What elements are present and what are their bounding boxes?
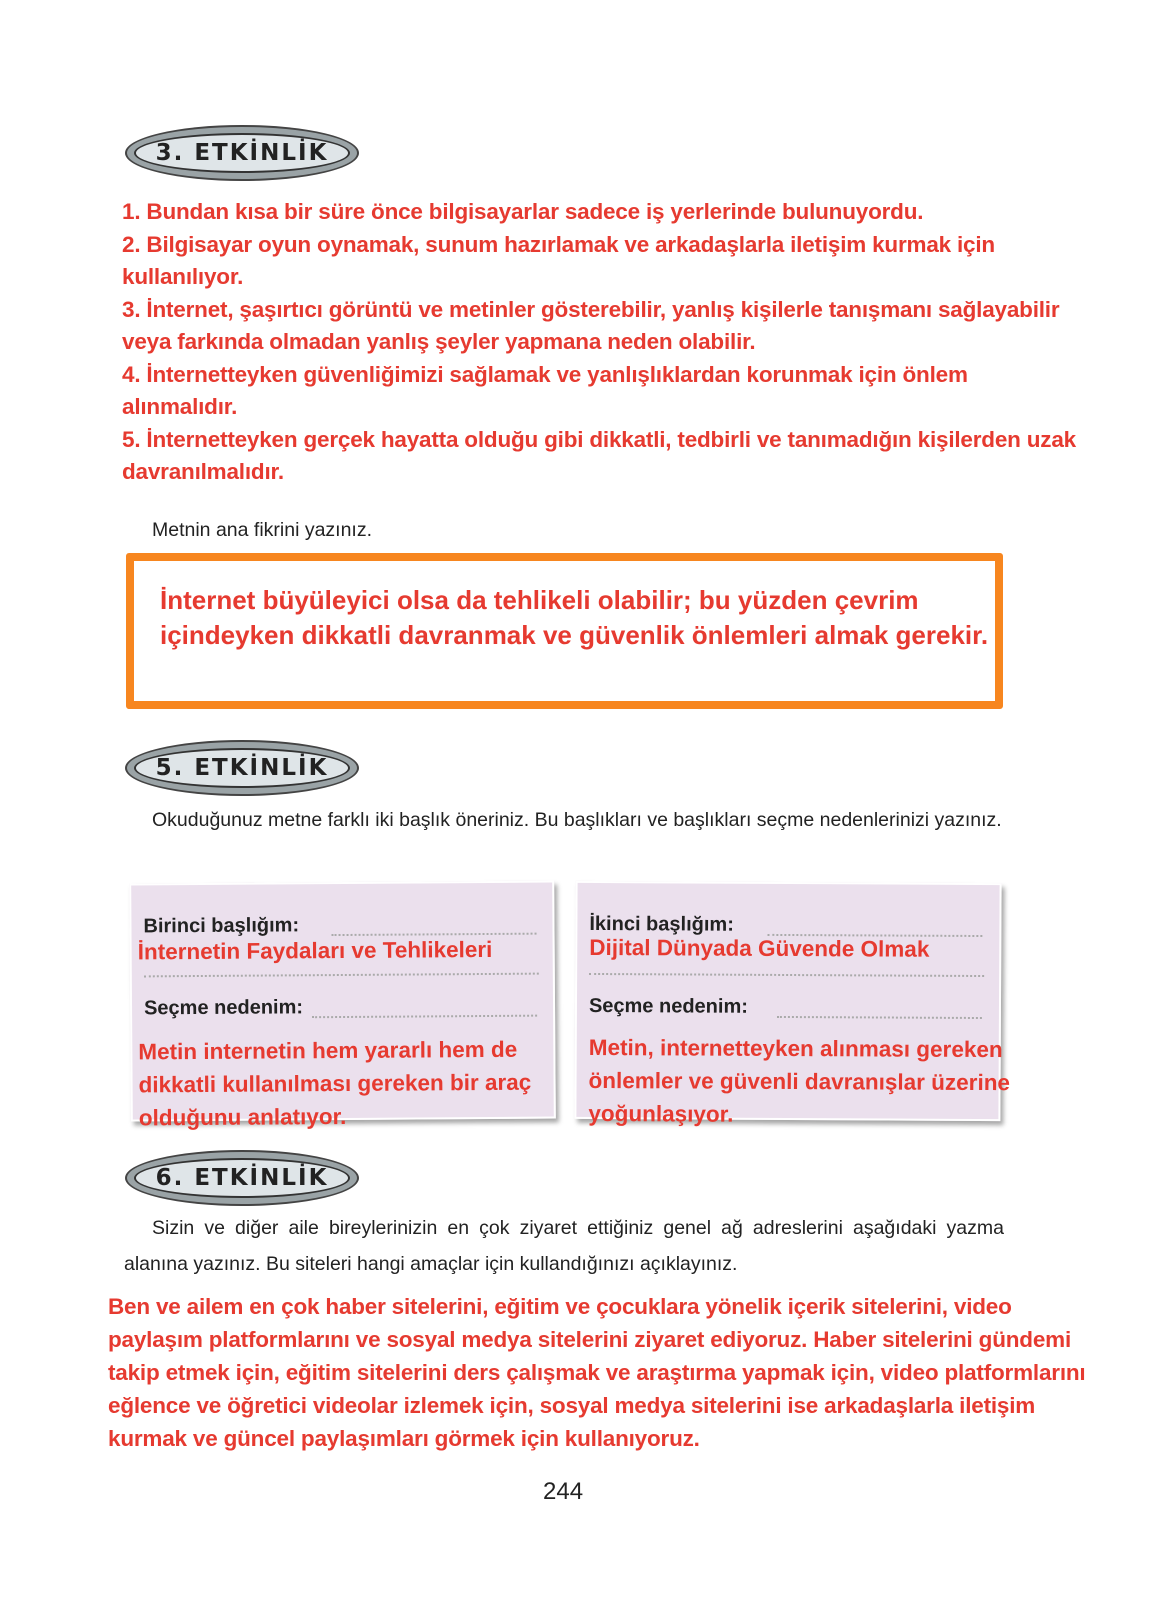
activity-3-badge: 3. ETKİNLİK xyxy=(125,125,359,181)
second-title-card[interactable]: İkinci başlığım: Dijital Dünyada Güvende Olmak Seçme nedenim: Metin, internetteyken alınması gereken önlemler ve güvenli davranışlar üzerine yoğunlaşıyor. xyxy=(574,881,1001,1121)
activity-6-answer[interactable]: Ben ve ailem en çok haber sitelerini, eğitim ve çocuklara yönelik içerik sitelerini, video paylaşım platformlarını ve sosyal medya sitelerini ziyaret ediyoruz. Haber sitelerini gündemi takip etmek için, eğitim sitelerini ders çalışmak ve araştırma yapmak için, video platformlarını eğlence ve öğretici videolar izlemek için, sosyal medya sitelerini ise arkadaşlarla iletişim kurmak ve güncel paylaşımları görmek için kullanıyoruz. xyxy=(108,1294,1086,1451)
list-item: 2. Bilgisayar oyun oynamak, sunum hazırlamak ve arkadaşlarla iletişim kurmak için kullanılıyor. xyxy=(122,231,995,289)
first-title-card[interactable]: Birinci başlığım: İnternetin Faydaları ve Tehlikeleri Seçme nedenim: Metin internetin hem yararlı hem de dikkatli kullanılması gereken bir araç olduğunu anlatıyor. xyxy=(129,881,556,1122)
activity-6-question: Sizin ve diğer aile bireylerinizin en çok ziyaret ettiğiniz genel ağ adreslerini aşağıdaki yazma alanına yazınız. Bu siteleri hangi amaçlar için kullandığınızı açıklayınız. xyxy=(124,1217,1004,1275)
page-number: 244 xyxy=(543,1478,584,1505)
first-title-answer: İnternetin Faydaları ve Tehlikeleri xyxy=(137,936,493,965)
activity-6-badge: 6. ETKİNLİK xyxy=(125,1150,359,1206)
list-item: 4. İnternetteyken güvenliğimizi sağlamak ve yanlışlıklardan korunmak için önlem alınmalıdır. xyxy=(122,361,968,419)
main-idea-question: Metnin ana fikrini yazınız. xyxy=(152,519,373,541)
activity-5-badge: 5. ETKİNLİK xyxy=(125,740,359,796)
second-title-answer: Dijital Dünyada Güvende Olmak xyxy=(589,934,930,962)
activity-3-list xyxy=(122,196,1082,489)
main-idea-answer-box[interactable]: İnternet büyüleyici olsa da tehlikeli olabilir; bu yüzden çevrim içindeyken dikkatli davranmak ve güvenlik önlemleri almak gerekir. xyxy=(126,553,1003,709)
first-reason-answer: Metin internetin hem yararlı hem de dikkatli kullanılması gereken bir araç olduğunu anlatıyor. xyxy=(138,1036,532,1131)
list-item: 1. Bundan kısa bir süre önce bilgisayarlar sadece iş yerlerinde bulunuyordu. xyxy=(122,199,924,224)
list-item: 5. İnternetteyken gerçek hayatta olduğu gibi dikkatli, tedbirli ve tanımadığın kişilerden uzak davranılmalıdır. xyxy=(122,426,1076,484)
activity-5-question: Okuduğunuz metne farklı iki başlık öneriniz. Bu başlıkları ve başlıkları seçme nedenlerinizi yazınız. xyxy=(152,809,1002,831)
list-item: 3. İnternet, şaşırtıcı görüntü ve metinler gösterebilir, yanlış kişilerle tanışmanı sağlayabilir veya farkında olmadan yanlış şeyler yapmana neden olabilir. xyxy=(122,296,1060,354)
second-reason-answer: Metin, internetteyken alınması gereken önlemler ve güvenli davranışlar üzerine yoğunlaşıyor. xyxy=(588,1034,1011,1127)
